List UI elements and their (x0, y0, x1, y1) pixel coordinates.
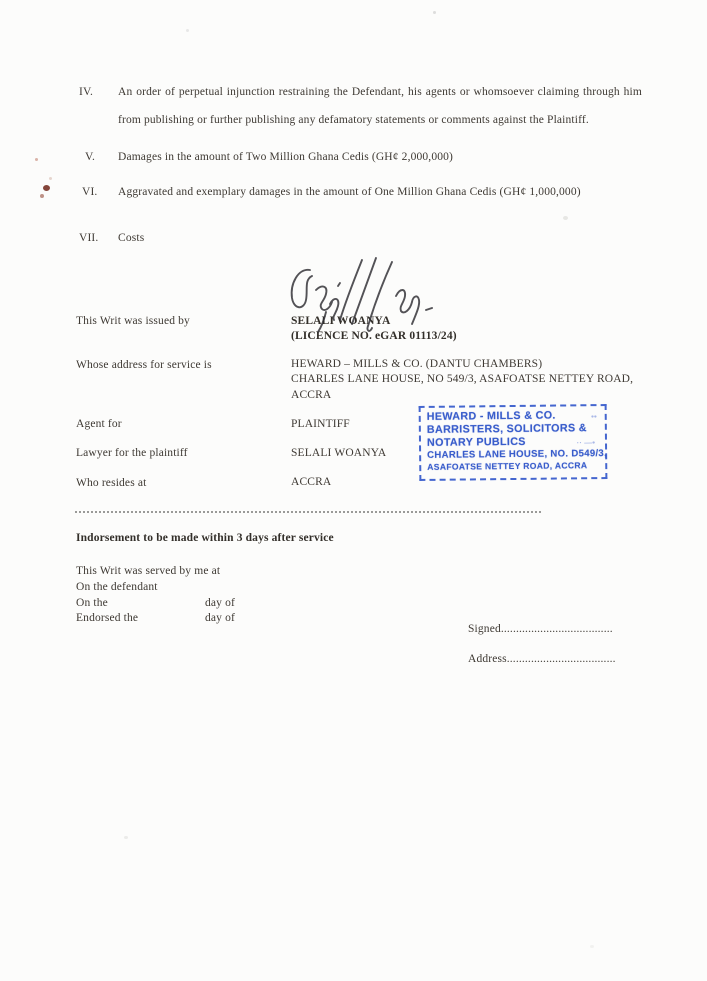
address-line: HEWARD – MILLS & CO. (DANTU CHAMBERS) (291, 358, 543, 370)
served-line: This Writ was served by me at (76, 565, 221, 577)
claim-text: Damages in the amount of Two Million Ghana Cedis (GH¢ 2,000,000) (118, 151, 454, 163)
claim-item-iv (79, 78, 642, 134)
claim-item-vii (79, 231, 144, 245)
stamp-line: BARRISTERS, SOLICITORS & (426, 422, 587, 436)
paper-speck (49, 177, 52, 180)
claim-numeral: V. (85, 151, 95, 163)
stamp-line: NOTARY PUBLICS (426, 435, 526, 449)
endorsed-label: Endorsed the (76, 612, 139, 624)
day-of-label: day of (205, 597, 235, 609)
paper-speck (124, 836, 128, 839)
day-of-label: day of (205, 612, 235, 624)
stamp-ghost-mark: •• (591, 412, 597, 422)
claim-numeral: VI. (82, 186, 98, 198)
issued-by-label: This Writ was issued by (76, 315, 190, 327)
claim-numeral: VII. (79, 232, 99, 244)
endorsed-line (76, 611, 235, 625)
paper-speck (35, 158, 38, 161)
claim-item-v (85, 150, 453, 164)
dotted-separator (75, 511, 541, 513)
on-the-line (76, 596, 235, 610)
on-the-label: On the (76, 597, 108, 609)
paper-speck (563, 216, 568, 220)
stamp-line: CHARLES LANE HOUSE, NO. D549/3, (427, 448, 608, 461)
address-line: CHARLES LANE HOUSE, NO 549/3, ASAFOATSE NETTEY ROAD, (291, 373, 634, 385)
lawyer-label: Lawyer for the plaintiff (76, 447, 188, 459)
lawyer-value: SELALI WOANYA (291, 447, 387, 459)
paper-speck (43, 185, 50, 191)
paper-speck (186, 29, 189, 32)
agent-for-label: Agent for (76, 418, 122, 430)
address-for-service-label: Whose address for service is (76, 359, 212, 371)
law-firm-stamp (419, 404, 608, 481)
resides-value: ACCRA (291, 476, 332, 488)
issued-by-name: SELALI WOANYA (291, 315, 391, 327)
signed-field: Signed..................................... (468, 623, 613, 635)
claim-text: An order of perpetual injunction restraining the Defendant, his agents or whomsoever claiming through him from publishing or further publishing any defamatory statements or comments against the Plaintiff. (118, 86, 642, 126)
paper-speck (590, 945, 594, 948)
claim-item-vi (82, 185, 581, 199)
licence-number: (LICENCE NO. eGAR 01113/24) (291, 330, 457, 342)
claim-text: Costs (118, 232, 145, 244)
stamp-line: ASAFOATSE NETTEY ROAD, ACCRA (427, 460, 588, 472)
stamp-ghost-mark: ·· —• (576, 438, 596, 448)
paper-speck (433, 11, 436, 14)
agent-for-value: PLAINTIFF (291, 418, 350, 430)
indorsement-heading: Indorsement to be made within 3 days after service (76, 532, 334, 544)
address-line: ACCRA (291, 389, 332, 401)
address-field: Address.................................... (468, 653, 616, 665)
stamp-line: HEWARD - MILLS & CO. (426, 409, 556, 423)
claim-numeral: IV. (79, 86, 93, 98)
resides-label: Who resides at (76, 477, 147, 489)
defendant-line: On the defendant (76, 581, 158, 593)
paper-speck (40, 194, 44, 198)
claim-text: Aggravated and exemplary damages in the amount of One Million Ghana Cedis (GH¢ 1,000,000) (118, 186, 581, 198)
